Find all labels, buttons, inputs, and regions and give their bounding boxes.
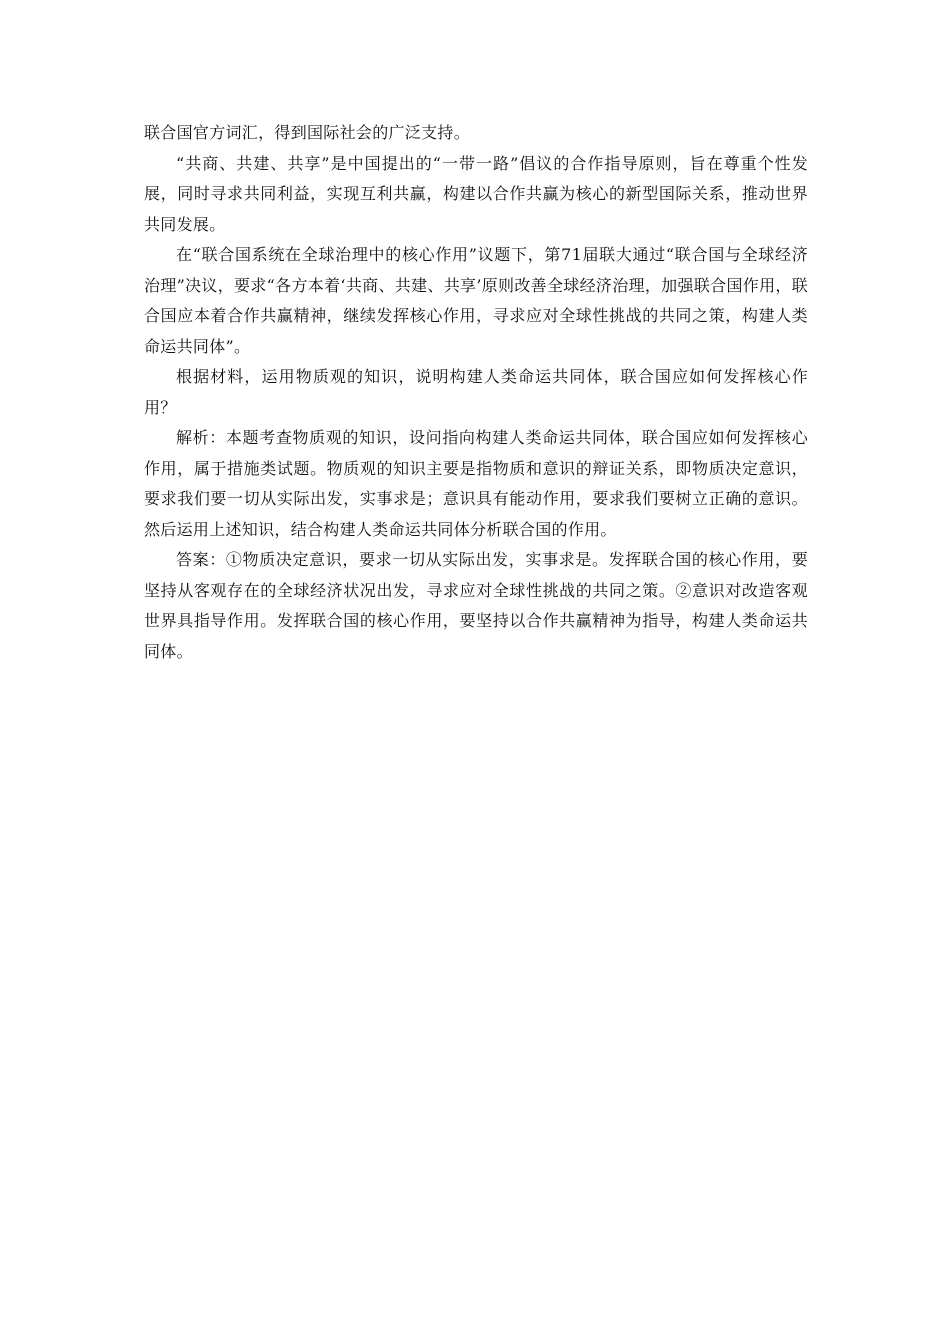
material-paragraph-principles: “共商、共建、共享”是中国提出的“一带一路”倡议的合作指导原则，旨在尊重个性发展，同时寻求共同利益，实现互利共赢，构建以合作共赢为核心的新型国际关系，推动世界共同发展。: [144, 153, 808, 234]
question-paragraph: 根据材料，运用物质观的知识，说明构建人类命运共同体，联合国应如何发挥核心作用？: [144, 367, 808, 417]
material-paragraph-un-resolution: 在“联合国系统在全球治理中的核心作用”议题下，第71届联大通过“联合国与全球经济治理”决议，要求“各方本着‘共商、共建、共享’原则改善全球经济治理，加强联合国作用，联合国应本着合作共赢精神，继续发挥核心作用，寻求应对全球性挑战的共同之策，构建人类命运共同体”。: [144, 245, 808, 356]
document-body: [144, 118, 808, 667]
analysis-paragraph: 解析：本题考查物质观的知识，设问指向构建人类命运共同体，联合国应如何发挥核心作用，属于措施类试题。物质观的知识主要是指物质和意识的辩证关系，即物质决定意识，要求我们要一切从实际出发，实事求是；意识具有能动作用，要求我们要树立正确的意识。然后运用上述知识，结合构建人类命运共同体分析联合国的作用。: [144, 428, 808, 539]
answer-paragraph: 答案：①物质决定意识，要求一切从实际出发，实事求是。发挥联合国的核心作用，要坚持从客观存在的全球经济状况出发，寻求应对全球性挑战的共同之策。②意识对改造客观世界具指导作用。发挥联合国的核心作用，要坚持以合作共赢精神为指导，构建人类命运共同体。: [144, 550, 808, 661]
continued-paragraph: 联合国官方词汇，得到国际社会的广泛支持。: [144, 123, 471, 142]
